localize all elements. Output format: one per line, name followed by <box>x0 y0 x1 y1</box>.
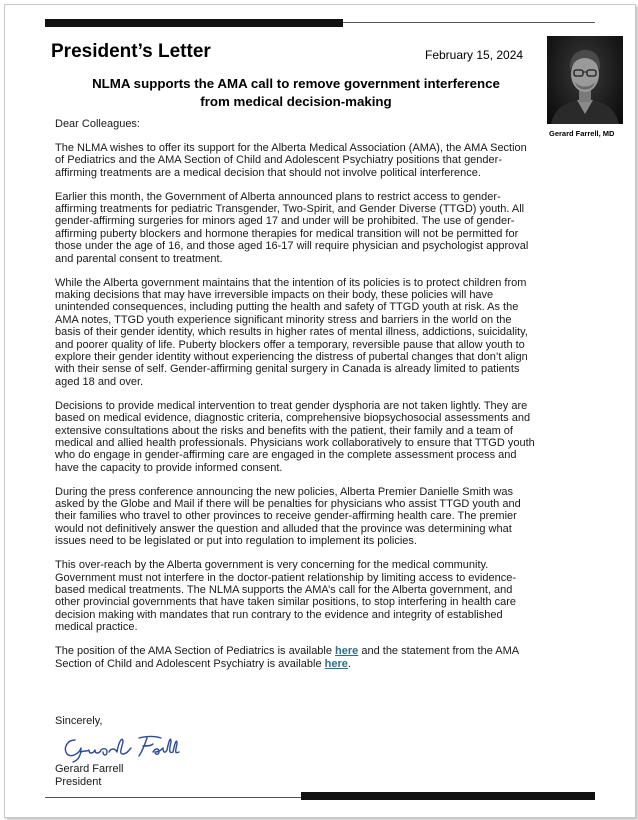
signer-title: President <box>55 776 102 788</box>
salutation: Dear Colleagues: <box>55 118 140 130</box>
signature <box>61 730 189 764</box>
president-photo <box>547 36 623 124</box>
paragraph-5: During the press conference announcing the new policies, Alberta Premier Danielle Smith was asked by the Globe and Mail if there will be penalties for physicians who assist TTGD youth and their families who travel to other provinces to receive gender-affirming health care. The premier would not definitively answer the question and alluded that the province was determining what issues need to be legislated or put into regulation to implement its policies. <box>55 485 521 548</box>
bottom-thick-rule <box>301 792 595 800</box>
paragraph-4: Decisions to provide medical intervention to treat gender dysphoria are not taken lightly. They are based on medical evidence, diagnostic criteria, comprehensive biopsychosocial assessments and extensive consultations about the risks and benefits with the patient, their family and a team of medical and allied health professionals. Physicians work collaboratively to ensure that TTGD youth who do engage in gender-affirming care are engaged in the complete assessment process and have the capacity to provide informed consent. <box>55 399 535 474</box>
paragraph-7-text-b: and the statement from the AMA Section of Child and Adolescent Psychiatry is available <box>55 645 519 670</box>
bottom-thin-rule <box>45 797 303 798</box>
photo-caption: Gerard Farrell, MD <box>549 129 615 138</box>
closing: Sincerely, <box>55 715 103 727</box>
paragraph-7-text-c: . <box>347 657 351 670</box>
letter-page <box>4 4 636 818</box>
pediatrics-position-link[interactable]: here <box>335 645 359 658</box>
headline-line-1: NLMA supports the AMA call to remove government interference <box>92 76 500 91</box>
headline-line-2: from medical decision-making <box>200 94 392 109</box>
letter-date: February 15, 2024 <box>425 48 524 62</box>
top-thick-rule <box>45 19 343 27</box>
paragraph-3: While the Alberta government maintains that the intention of its policies is to protect children from making decisions that may have irreversible impacts on their body, these policies will have unintended consequences, including putting the health and safety of TTGD youth at risk. As the AMA notes, TTGD youth experience significant minority stress and barriers in the world on the basis of their gender identity, which results in higher rates of mental illness, addictions, suicidality, and poorer quality of life. Puberty blockers offer a temporary, reversible pause that allow youth to explore their gender identity without experiencing the distress of pubertal changes that don’t align with their sense of self. Gender-affirming genital surgery in Canada is already limited to patients aged 18 and over. <box>55 276 528 388</box>
paragraph-7-text-a: The position of the AMA Section of Pediatrics is available <box>55 645 336 658</box>
paragraph-6: This over-reach by the Alberta government is very concerning for the medical community. Government must not interfere in the doctor-patient relationship by limiting access to evidence-based medical treatments. The NLMA supports the AMA’s call for the Alberta government, and other provincial governments that have taken similar positions, to stop interfering in health care decision making with mandates that run contrary to the evidence and integrity of established medical practice. <box>55 559 517 634</box>
top-thin-rule <box>343 22 595 23</box>
handwritten-signature-icon <box>61 730 189 764</box>
page-title: President’s Letter <box>51 41 211 62</box>
psychiatry-statement-link[interactable]: here <box>324 657 348 670</box>
portrait-photo-icon <box>547 36 623 124</box>
paragraph-7 <box>55 645 539 670</box>
signer-name: Gerard Farrell <box>55 763 124 775</box>
headline <box>51 75 541 111</box>
letter-body <box>55 118 539 681</box>
paragraph-1: The NLMA wishes to offer its support for the Alberta Medical Association (AMA), the AMA Section of Pediatrics and the AMA Section of Child and Adolescent Psychiatry positions that gender-affirming treatments are a medical decision that should not involve political interference. <box>55 141 527 179</box>
paragraph-2: Earlier this month, the Government of Alberta announced plans to restrict access to gender-affirming treatments for pediatric Transgender, Two-Spirit, and Gender Diverse (TTGD) youth. All gender-affirming surgeries for minors aged 17 and under will be prohibited. The use of gender-affirming puberty blockers and hormone therapies for medical transition will not be permitted for those under the age of 16, and those aged 16-17 will require physician and psychologist approval and parental consent to treatment. <box>55 190 529 265</box>
